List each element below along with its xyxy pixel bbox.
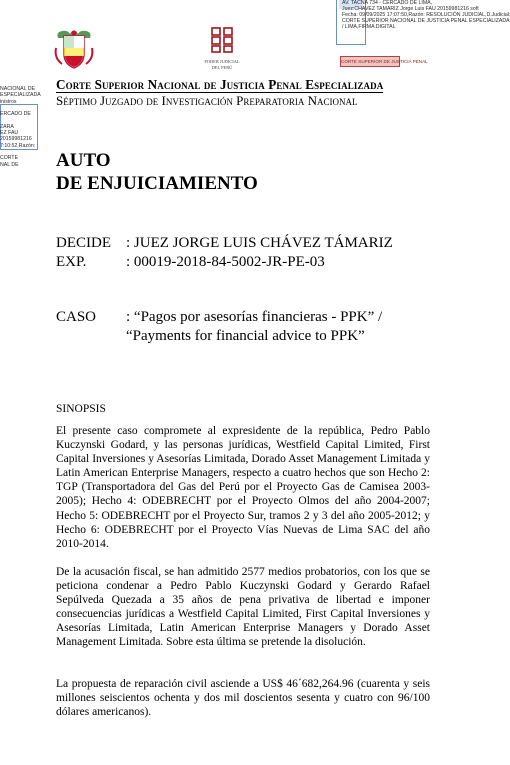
decide-label: DECIDE — [56, 235, 111, 251]
caso-value: : “Pagos por asesorías financieras - PPK” / — [126, 309, 383, 325]
peru-coat-of-arms-icon — [52, 28, 96, 70]
signature-line: ERCADO DE — [0, 111, 31, 118]
signature-line: inistros — [0, 98, 17, 105]
caso-label: CASO — [56, 309, 97, 325]
document-title-line-1: AUTO — [56, 150, 111, 171]
court-stamp: CORTE SUPERIOR DE JUSTICIA PENAL — [340, 56, 400, 67]
signature-line: CORTE — [0, 155, 19, 162]
signature-text — [0, 86, 50, 168]
signature-line: CORTE SUPERIOR NACIONAL DE JUSTICIA PENAL ESPECIALIZADA — [342, 18, 510, 24]
signature-line: Fecha: 09/09/2025 17:07:50,Razón: RESOLUCIÓN JUDICIAL,D.Judicial: — [342, 12, 510, 18]
signature-line: AV. TACNA 734 - CERCADO DE LIMA, — [342, 0, 433, 6]
paragraph-1: El presente caso compromete al expresidente de la república, Pedro Pablo Kuczynski Godard, y las personas jurídicas, Westfield Capital Limited, First Capital Inversiones y Asesorías Limitada, Dorado Asset Management Limitada y Latin American Enterprise Managers, respecto a cuatro hechos que son Hecho 2: TGP (Transportadora del Gas del Perú por el Proyecto Gas de Camisea 2003-2005); Hecho 4: ODEBRECHT por el Proyecto Olmos del año 2004-2007; Hecho 5: ODEBRECHT por el Proyecto Sur, tramos 2 y 3 del año 2005-2012; y Hecho 6: ODEBRECHT por el Proyecto Vías Nuevas de Lima SAC del año 2010-2014. — [56, 425, 430, 550]
sinopsis-heading: SINOPSIS — [56, 403, 106, 415]
caso-value-english: “Payments for financial advice to PPK” — [126, 328, 365, 344]
decide-row — [56, 234, 393, 253]
exp-value: : 00019-2018-84-5002-JR-PE-03 — [126, 254, 325, 270]
document-title-line-2: DE ENJUICIAMIENTO — [56, 173, 258, 194]
signature-line: Juez:CHAVEZ TAMARIZ Jorge Luis FAU 20159981216 soft — [342, 6, 479, 12]
paragraph-3: La propuesta de reparación civil asciende a US$ 46´682,264.96 (cuarenta y seis millones seiscientos ochenta y dos mil doscientos sesenta y cuatro con 96/100 dólares americanos). — [56, 678, 430, 719]
exp-row — [56, 253, 325, 272]
digital-signature-top — [336, 0, 510, 46]
court-name: Corte Superior Nacional de Justicia Penal Especializada — [56, 77, 384, 92]
signature-line: EZ FAU — [0, 130, 19, 137]
signature-line: 7:10:52,Razón: — [0, 142, 36, 149]
logo-label: PODER JUDICIAL — [204, 59, 240, 64]
signature-line: ZARA — [0, 123, 14, 130]
logo-label: DEL PERÚ — [211, 65, 233, 70]
signature-text — [342, 0, 510, 30]
caso-row — [56, 308, 383, 327]
poder-judicial-logo — [202, 27, 242, 77]
digital-signature-left — [0, 86, 50, 166]
signature-line: / LIMA,FIRMA DIGITAL — [342, 24, 396, 30]
signature-line: NAL DE — [0, 161, 19, 168]
poder-judicial-icon — [211, 27, 233, 53]
paragraph-2: De la acusación fiscal, se han admitido 2577 medios probatorios, con los que se peticiona condenar a Pedro Pablo Kuczynski Godard y Gerardo Rafael Sepúlveda Quezada a 35 años de pena privativa de libertad e imponer consecuencias jurídicas a Westfield Capital Limited, First Capital Inversiones y Asesorías Limitada, Latin American Enterprise Managers y Dorado Asset Management Limitada. Sobre esta última se pretende la disolución. — [56, 566, 430, 649]
signature-line: 20159981216 — [0, 136, 32, 143]
exp-label: EXP. — [56, 254, 87, 270]
decide-value: : JUEZ JORGE LUIS CHÁVEZ TÁMARIZ — [126, 235, 393, 251]
court-subtitle: Séptimo Juzgado de Investigación Preparatoria Nacional — [56, 93, 358, 108]
signature-line: NACIONAL DE — [0, 86, 35, 92]
signature-line: ESPECIALIZADA — [0, 92, 41, 99]
